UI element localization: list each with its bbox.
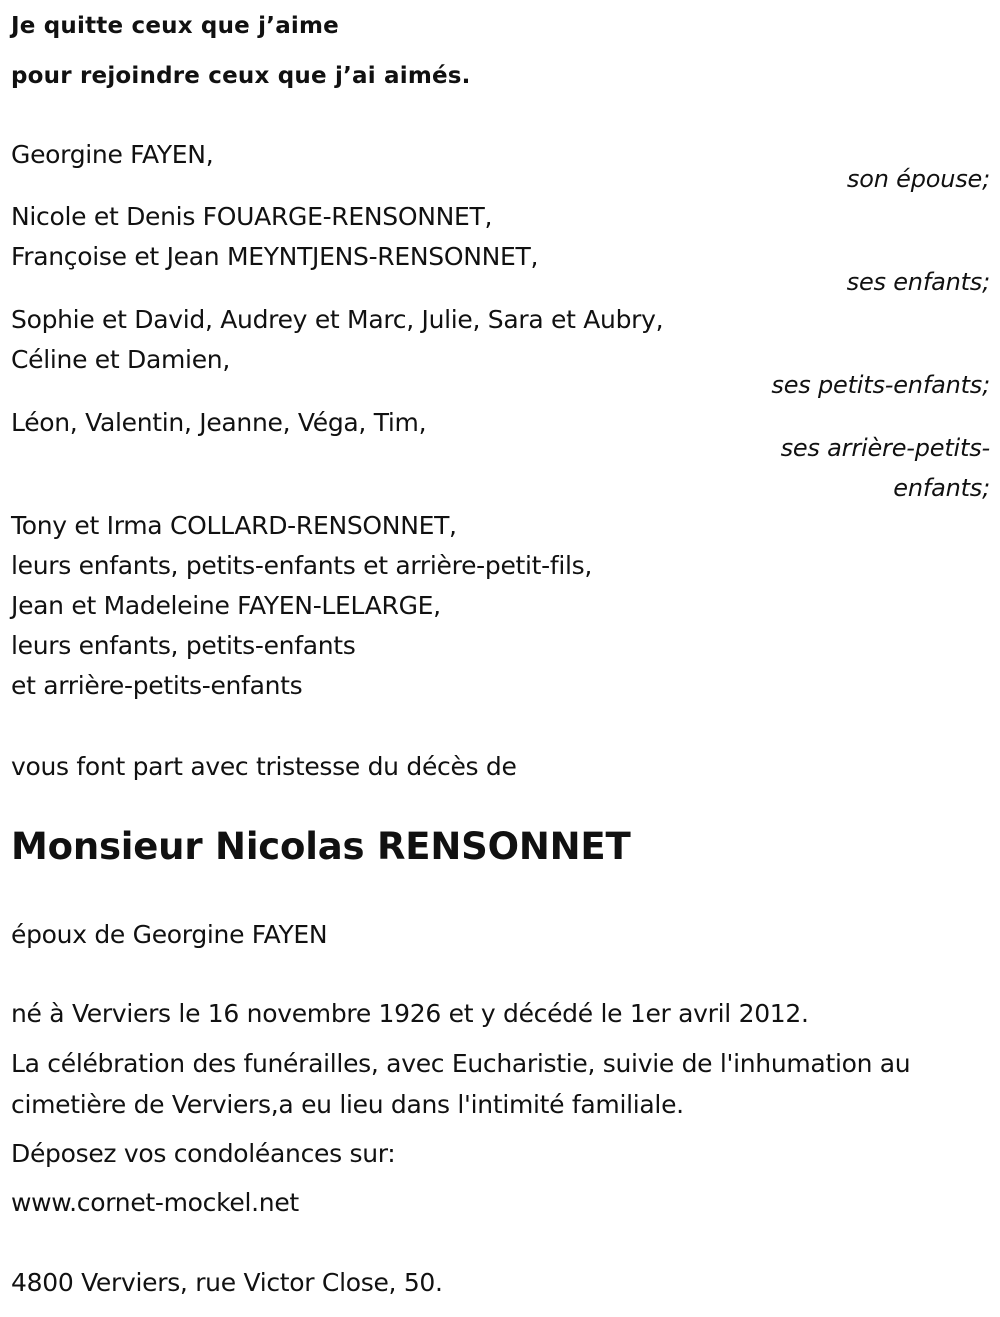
spouse-line: époux de Georgine FAYEN — [11, 920, 328, 949]
family-member-grandchildren-1: Sophie et David, Audrey et Marc, Julie, Sara et Aubry, — [11, 305, 664, 334]
role-great-grandchildren-1: ses arrière-petits- — [780, 434, 990, 462]
family-member-spouse: Georgine FAYEN, — [11, 140, 214, 169]
extended-family-line-1: Tony et Irma COLLARD-RENSONNET, — [11, 511, 457, 540]
condolences-label: Déposez vos condoléances sur: — [11, 1139, 396, 1168]
address: 4800 Verviers, rue Victor Close, 50. — [11, 1268, 443, 1297]
family-member-child-1: Nicole et Denis FOUARGE-RENSONNET, — [11, 202, 493, 231]
extended-family-line-5: et arrière-petits-enfants — [11, 671, 303, 700]
role-children: ses enfants; — [846, 268, 990, 296]
role-great-grandchildren-2: enfants; — [893, 474, 990, 502]
ceremony-line-1: La célébration des funérailles, avec Eucharistie, suivie de l'inhumation au — [11, 1049, 911, 1078]
family-member-child-2: Françoise et Jean MEYNTJENS-RENSONNET, — [11, 242, 539, 271]
motto-line-1: Je quitte ceux que j’aime — [11, 13, 339, 39]
ceremony-line-2: cimetière de Verviers,a eu lieu dans l'intimité familiale. — [11, 1090, 684, 1119]
family-member-grandchildren-2: Céline et Damien, — [11, 345, 230, 374]
announcement: vous font part avec tristesse du décès de — [11, 752, 517, 781]
motto-line-2: pour rejoindre ceux que j’ai aimés. — [11, 63, 471, 89]
role-grandchildren: ses petits-enfants; — [771, 371, 990, 399]
extended-family-line-4: leurs enfants, petits-enfants — [11, 631, 356, 660]
extended-family-line-3: Jean et Madeleine FAYEN-LELARGE, — [11, 591, 441, 620]
birth-death-line: né à Verviers le 16 novembre 1926 et y décédé le 1er avril 2012. — [11, 999, 809, 1028]
role-spouse: son épouse; — [846, 165, 990, 193]
family-member-great-grandchildren: Léon, Valentin, Jeanne, Véga, Tim, — [11, 408, 427, 437]
condolences-website-link[interactable]: www.cornet-mockel.net — [11, 1188, 299, 1217]
extended-family-line-2: leurs enfants, petits-enfants et arrière-petit-fils, — [11, 551, 593, 580]
deceased-name: Monsieur Nicolas RENSONNET — [11, 825, 631, 868]
